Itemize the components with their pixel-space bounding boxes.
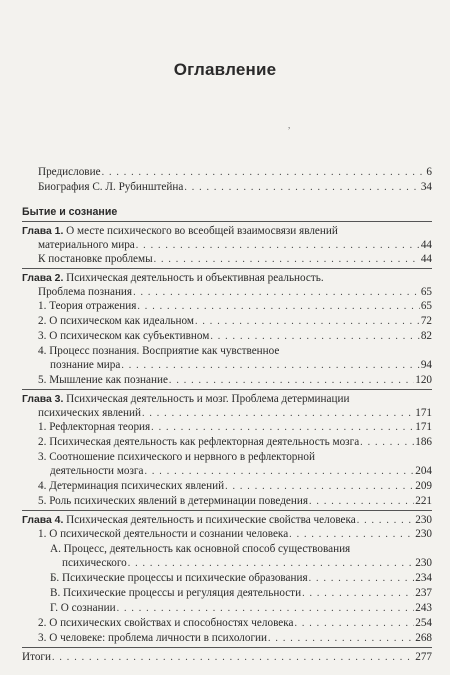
toc-entry[interactable] xyxy=(50,587,432,600)
dot-leader xyxy=(357,514,414,527)
dot-leader xyxy=(137,300,419,313)
divider xyxy=(22,221,432,222)
dot-leader xyxy=(225,480,414,493)
toc-entry[interactable] xyxy=(38,421,432,434)
section-title: Бытие и сознание xyxy=(22,206,118,218)
entry-text: 3. О психическом как субъективном xyxy=(38,330,210,342)
page-number: 44 xyxy=(420,253,432,265)
chapter-title: О месте психического во всеобщей взаимосвязи явлений xyxy=(66,225,338,237)
toc-entry-preface[interactable] xyxy=(38,166,432,179)
chapter-3-heading[interactable] xyxy=(22,393,349,406)
toc-entry[interactable] xyxy=(38,315,432,328)
toc-entry[interactable] xyxy=(38,632,432,645)
dot-leader xyxy=(309,495,414,508)
chapter-label: Глава 1. xyxy=(22,226,64,237)
entry-text: Биография С. Л. Рубинштейна xyxy=(38,181,184,193)
dot-leader xyxy=(154,253,420,266)
toc-entry-biography[interactable] xyxy=(38,181,432,194)
chapter-label: Глава 2. xyxy=(22,273,64,284)
toc-entry[interactable] xyxy=(38,436,432,449)
dot-leader xyxy=(302,587,414,600)
toc-entry[interactable] xyxy=(38,300,432,313)
page-number: 171 xyxy=(415,407,432,419)
entry-text: 5. Роль психических явлений в детерминации поведения xyxy=(38,495,309,507)
toc-entry-cont[interactable] xyxy=(50,465,432,478)
chapter-1-heading[interactable] xyxy=(22,225,338,238)
entry-text: Г. О сознании xyxy=(50,602,116,614)
divider xyxy=(22,389,432,390)
page-number: 230 xyxy=(415,528,432,540)
dot-leader xyxy=(309,572,415,585)
entry-text: Б. Психические процессы и психические образования xyxy=(50,572,308,584)
page-number: 234 xyxy=(415,572,432,584)
page-number: 94 xyxy=(420,359,432,371)
chapter-title-cont: психических явлений xyxy=(38,407,141,419)
dot-leader xyxy=(145,465,415,478)
page-number: 277 xyxy=(415,651,432,663)
chapter-4-heading[interactable] xyxy=(22,514,432,527)
toc-entry[interactable] xyxy=(38,330,432,343)
entry-text: 1. О психической деятельности и сознании человека xyxy=(38,528,289,540)
toc-entry-text[interactable]: 4. Процесс познания. Восприятие как чувственное xyxy=(38,345,280,357)
toc-entry-summary[interactable] xyxy=(22,651,432,664)
entry-text: 5. Мышление как познание xyxy=(38,374,168,386)
dot-leader xyxy=(289,528,414,541)
divider xyxy=(22,647,432,648)
entry-text: 2. Психическая деятельность как рефлекторная деятельность мозга xyxy=(38,436,360,448)
entry-text: Предисловие xyxy=(38,166,101,178)
entry-text: 1. Теория отражения xyxy=(38,300,137,312)
chapter-2-title-cont[interactable] xyxy=(38,286,432,299)
entry-text: 2. О психическом как идеальном xyxy=(38,315,194,327)
entry-text-cont: деятельности мозга xyxy=(50,465,144,477)
page-number: 221 xyxy=(415,495,432,507)
dot-leader xyxy=(210,330,419,343)
entry-text: 4. Детерминация психических явлений xyxy=(38,480,225,492)
entry-text: 2. О психических свойствах и способностях человека xyxy=(38,617,294,629)
page-number: 186 xyxy=(415,436,432,448)
toc-entry[interactable] xyxy=(38,253,432,266)
page-number: 44 xyxy=(420,239,432,251)
dot-leader xyxy=(121,359,419,372)
page-number: 204 xyxy=(415,465,432,477)
toc-entry-cont[interactable] xyxy=(50,359,432,372)
toc-entry-text[interactable]: А. Процесс, деятельность как основной способ существования xyxy=(50,543,351,555)
chapter-label: Глава 4. xyxy=(22,515,64,526)
toc-entry[interactable] xyxy=(38,480,432,493)
chapter-title: Психическая деятельность и мозг. Проблема детерминации xyxy=(66,393,350,405)
divider xyxy=(22,268,432,269)
dot-leader xyxy=(294,617,414,630)
entry-text: В. Психические процессы и регуляция деятельности xyxy=(50,587,302,599)
toc-entry[interactable] xyxy=(50,602,432,615)
page-number: 72 xyxy=(420,315,432,327)
chapter-2-heading[interactable] xyxy=(22,272,324,285)
toc-entry[interactable] xyxy=(38,617,432,630)
toc-entry[interactable] xyxy=(38,528,432,541)
dot-leader xyxy=(195,315,420,328)
dot-leader xyxy=(136,239,420,252)
dot-leader xyxy=(151,421,414,434)
chapter-3-title-cont[interactable] xyxy=(38,407,432,420)
page-number: 34 xyxy=(420,181,432,193)
chapter-title: Психическая деятельность и психические свойства человека xyxy=(66,514,356,526)
dot-leader xyxy=(184,181,420,194)
page-number: 209 xyxy=(415,480,432,492)
divider xyxy=(22,510,432,511)
toc-entry-text[interactable]: 3. Соотношение психического и нервного в рефлекторной xyxy=(38,451,315,463)
page-number: 230 xyxy=(415,514,432,526)
page-number: 120 xyxy=(415,374,432,386)
stray-mark: , xyxy=(288,120,291,130)
toc-entry[interactable] xyxy=(38,495,432,508)
chapter-1-title-cont[interactable] xyxy=(38,239,432,252)
page-number: 268 xyxy=(415,632,432,644)
dot-leader xyxy=(102,166,426,179)
chapter-title-cont: Проблема познания xyxy=(38,286,133,298)
chapter-label: Глава 3. xyxy=(22,394,64,405)
toc-entry[interactable] xyxy=(38,374,432,387)
dot-leader xyxy=(128,557,414,570)
dot-leader xyxy=(117,602,415,615)
page-number: 243 xyxy=(415,602,432,614)
page-number: 65 xyxy=(420,300,432,312)
page-number: 65 xyxy=(420,286,432,298)
page-number: 82 xyxy=(420,330,432,342)
dot-leader xyxy=(169,374,414,387)
entry-text-cont: психического xyxy=(62,557,127,569)
dot-leader xyxy=(142,407,414,420)
page-number: 6 xyxy=(426,166,432,178)
page-number: 230 xyxy=(415,557,432,569)
dot-leader xyxy=(360,436,414,449)
entry-text-cont: познание мира xyxy=(50,359,121,371)
entry-text: Итоги xyxy=(22,651,51,663)
dot-leader xyxy=(268,632,414,645)
toc-entry[interactable] xyxy=(50,572,432,585)
entry-text: 1. Рефлекторная теория xyxy=(38,421,151,433)
chapter-title-cont: материального мира xyxy=(38,239,135,251)
entry-text: 3. О человеке: проблема личности в психологии xyxy=(38,632,268,644)
page-number: 171 xyxy=(415,421,432,433)
page-number: 237 xyxy=(415,587,432,599)
dot-leader xyxy=(133,286,420,299)
entry-text: К постановке проблемы xyxy=(38,253,153,265)
dot-leader xyxy=(52,651,414,664)
page-number: 254 xyxy=(415,617,432,629)
chapter-title: Психическая деятельность и объективная реальность. xyxy=(66,272,324,284)
toc-entry-cont[interactable] xyxy=(62,557,432,570)
page-title: Оглавление xyxy=(173,60,277,79)
